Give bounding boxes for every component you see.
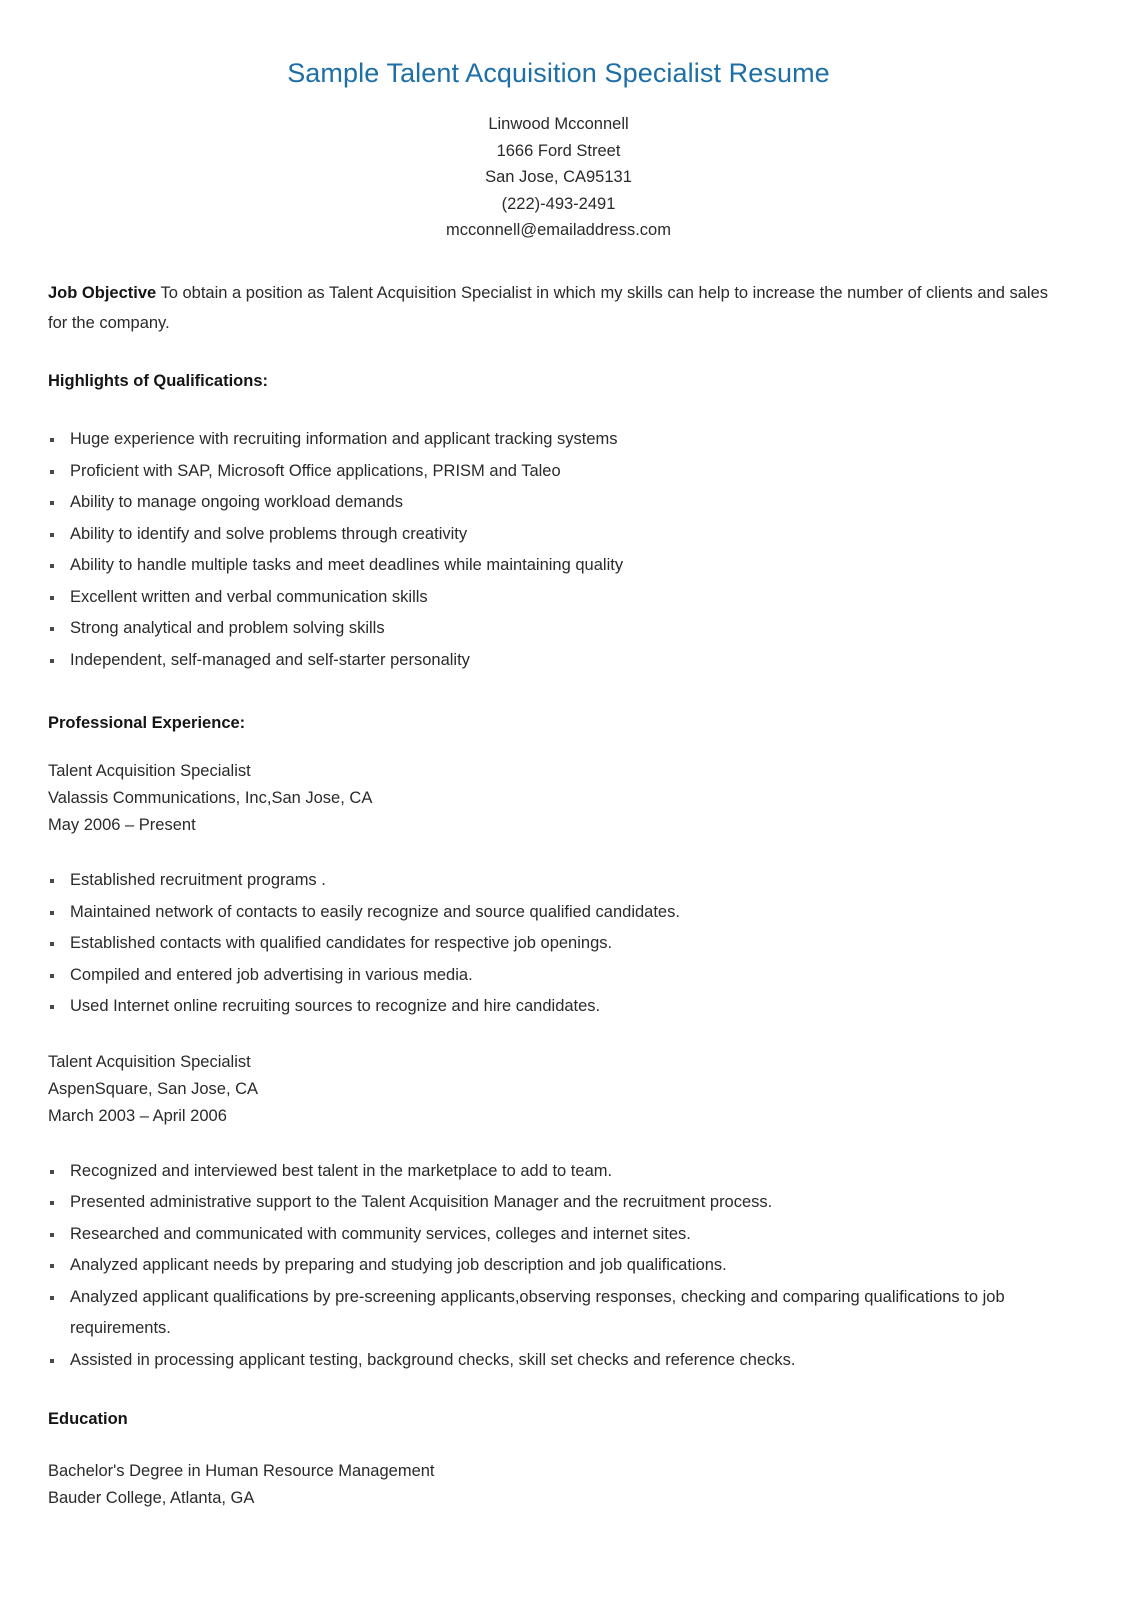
square-bullet-icon [50, 501, 54, 505]
job-entry-header-1 [48, 758, 1071, 839]
experience-heading: Professional Experience: [48, 714, 246, 733]
list-item-text: Excellent written and verbal communication skills [70, 587, 428, 606]
contact-street: 1666 Ford Street [496, 141, 621, 160]
list-item-text: Established recruitment programs . [70, 871, 326, 890]
square-bullet-icon [50, 1170, 54, 1174]
highlights-list [46, 424, 1071, 676]
job-dates: March 2003 – April 2006 [48, 1106, 227, 1125]
job-dates: May 2006 – Present [48, 816, 196, 835]
square-bullet-icon [50, 1233, 54, 1237]
list-item-text: Used Internet online recruiting sources to recognize and hire candidates. [70, 997, 601, 1016]
list-item [48, 897, 1071, 929]
list-item [48, 424, 1071, 456]
education-degree: Bachelor's Degree in Human Resource Management [48, 1462, 435, 1481]
list-item [48, 487, 1071, 519]
list-item-text: Assisted in processing applicant testing, background checks, skill set checks and reference checks. [70, 1350, 796, 1369]
job-objective-text: To obtain a position as Talent Acquisition Specialist in which my skills can help to increase the number of clients and sales for the company. [48, 284, 1049, 333]
job-objective-paragraph [48, 278, 1071, 338]
list-item-text: Recognized and interviewed best talent in the marketplace to add to team. [70, 1161, 613, 1180]
job-duties-list-2 [46, 1156, 1071, 1377]
list-item [48, 645, 1071, 677]
list-item [48, 456, 1071, 488]
job-title: Talent Acquisition Specialist [48, 762, 251, 781]
list-item [48, 1345, 1071, 1377]
job-duties-list-1 [46, 865, 1071, 1023]
list-item-text: Huge experience with recruiting information and applicant tracking systems [70, 430, 618, 449]
contact-name: Linwood Mcconnell [488, 115, 629, 134]
list-item-text: Established contacts with qualified candidates for respective job openings. [70, 934, 613, 953]
list-item-text: Ability to identify and solve problems through creativity [70, 524, 468, 543]
job-entry-header-2 [48, 1049, 1071, 1130]
square-bullet-icon [50, 974, 54, 978]
contact-city-state-zip: San Jose, CA95131 [485, 168, 632, 187]
square-bullet-icon [50, 470, 54, 474]
list-item [48, 928, 1071, 960]
contact-phone: (222)-493-2491 [501, 194, 616, 213]
square-bullet-icon [50, 1359, 54, 1363]
list-item [48, 550, 1071, 582]
list-item [48, 991, 1071, 1023]
square-bullet-icon [50, 596, 54, 600]
list-item [48, 582, 1071, 614]
list-item [48, 613, 1071, 645]
job-employer: AspenSquare, San Jose, CA [48, 1079, 259, 1098]
list-item [48, 1282, 1071, 1345]
square-bullet-icon [50, 911, 54, 915]
highlights-heading: Highlights of Qualifications: [48, 372, 268, 391]
list-item-text: Presented administrative support to the Talent Acquisition Manager and the recruitment process. [70, 1193, 773, 1212]
list-item [48, 1156, 1071, 1188]
list-item-text: Strong analytical and problem solving skills [70, 619, 385, 638]
list-item-text: Analyzed applicant qualifications by pre-screening applicants,observing responses, checking and comparing qualifications to job requirements. [70, 1287, 1005, 1338]
job-objective-label: Job Objective [48, 284, 157, 303]
square-bullet-icon [50, 659, 54, 663]
list-item-text: Researched and communicated with community services, colleges and internet sites. [70, 1224, 691, 1243]
list-item-text: Compiled and entered job advertising in various media. [70, 965, 473, 984]
list-item [48, 865, 1071, 897]
square-bullet-icon [50, 879, 54, 883]
list-item-text: Maintained network of contacts to easily recognize and source qualified candidates. [70, 902, 680, 921]
square-bullet-icon [50, 942, 54, 946]
square-bullet-icon [50, 438, 54, 442]
square-bullet-icon [50, 533, 54, 537]
job-title: Talent Acquisition Specialist [48, 1052, 251, 1071]
list-item [48, 519, 1071, 551]
list-item-text: Ability to manage ongoing workload demands [70, 493, 403, 512]
square-bullet-icon [50, 627, 54, 631]
list-item [48, 1219, 1071, 1251]
education-heading: Education [48, 1410, 128, 1429]
square-bullet-icon [50, 1264, 54, 1268]
list-item [48, 1187, 1071, 1219]
list-item [48, 960, 1071, 992]
list-item [48, 1250, 1071, 1282]
list-item-text: Ability to handle multiple tasks and meet deadlines while maintaining quality [70, 556, 624, 575]
contact-email: mcconnell@emailaddress.com [446, 221, 671, 240]
education-school: Bauder College, Atlanta, GA [48, 1489, 255, 1508]
job-employer: Valassis Communications, Inc,San Jose, CA [48, 789, 373, 808]
education-block [48, 1458, 1071, 1512]
list-item-text: Analyzed applicant needs by preparing and studying job description and job qualifications. [70, 1256, 727, 1275]
square-bullet-icon [50, 564, 54, 568]
contact-block [46, 111, 1071, 244]
square-bullet-icon [50, 1005, 54, 1009]
page-title: Sample Talent Acquisition Specialist Resume [287, 58, 830, 88]
list-item-text: Proficient with SAP, Microsoft Office applications, PRISM and Taleo [70, 461, 561, 480]
square-bullet-icon [50, 1296, 54, 1300]
square-bullet-icon [50, 1201, 54, 1205]
list-item-text: Independent, self-managed and self-starter personality [70, 650, 470, 669]
